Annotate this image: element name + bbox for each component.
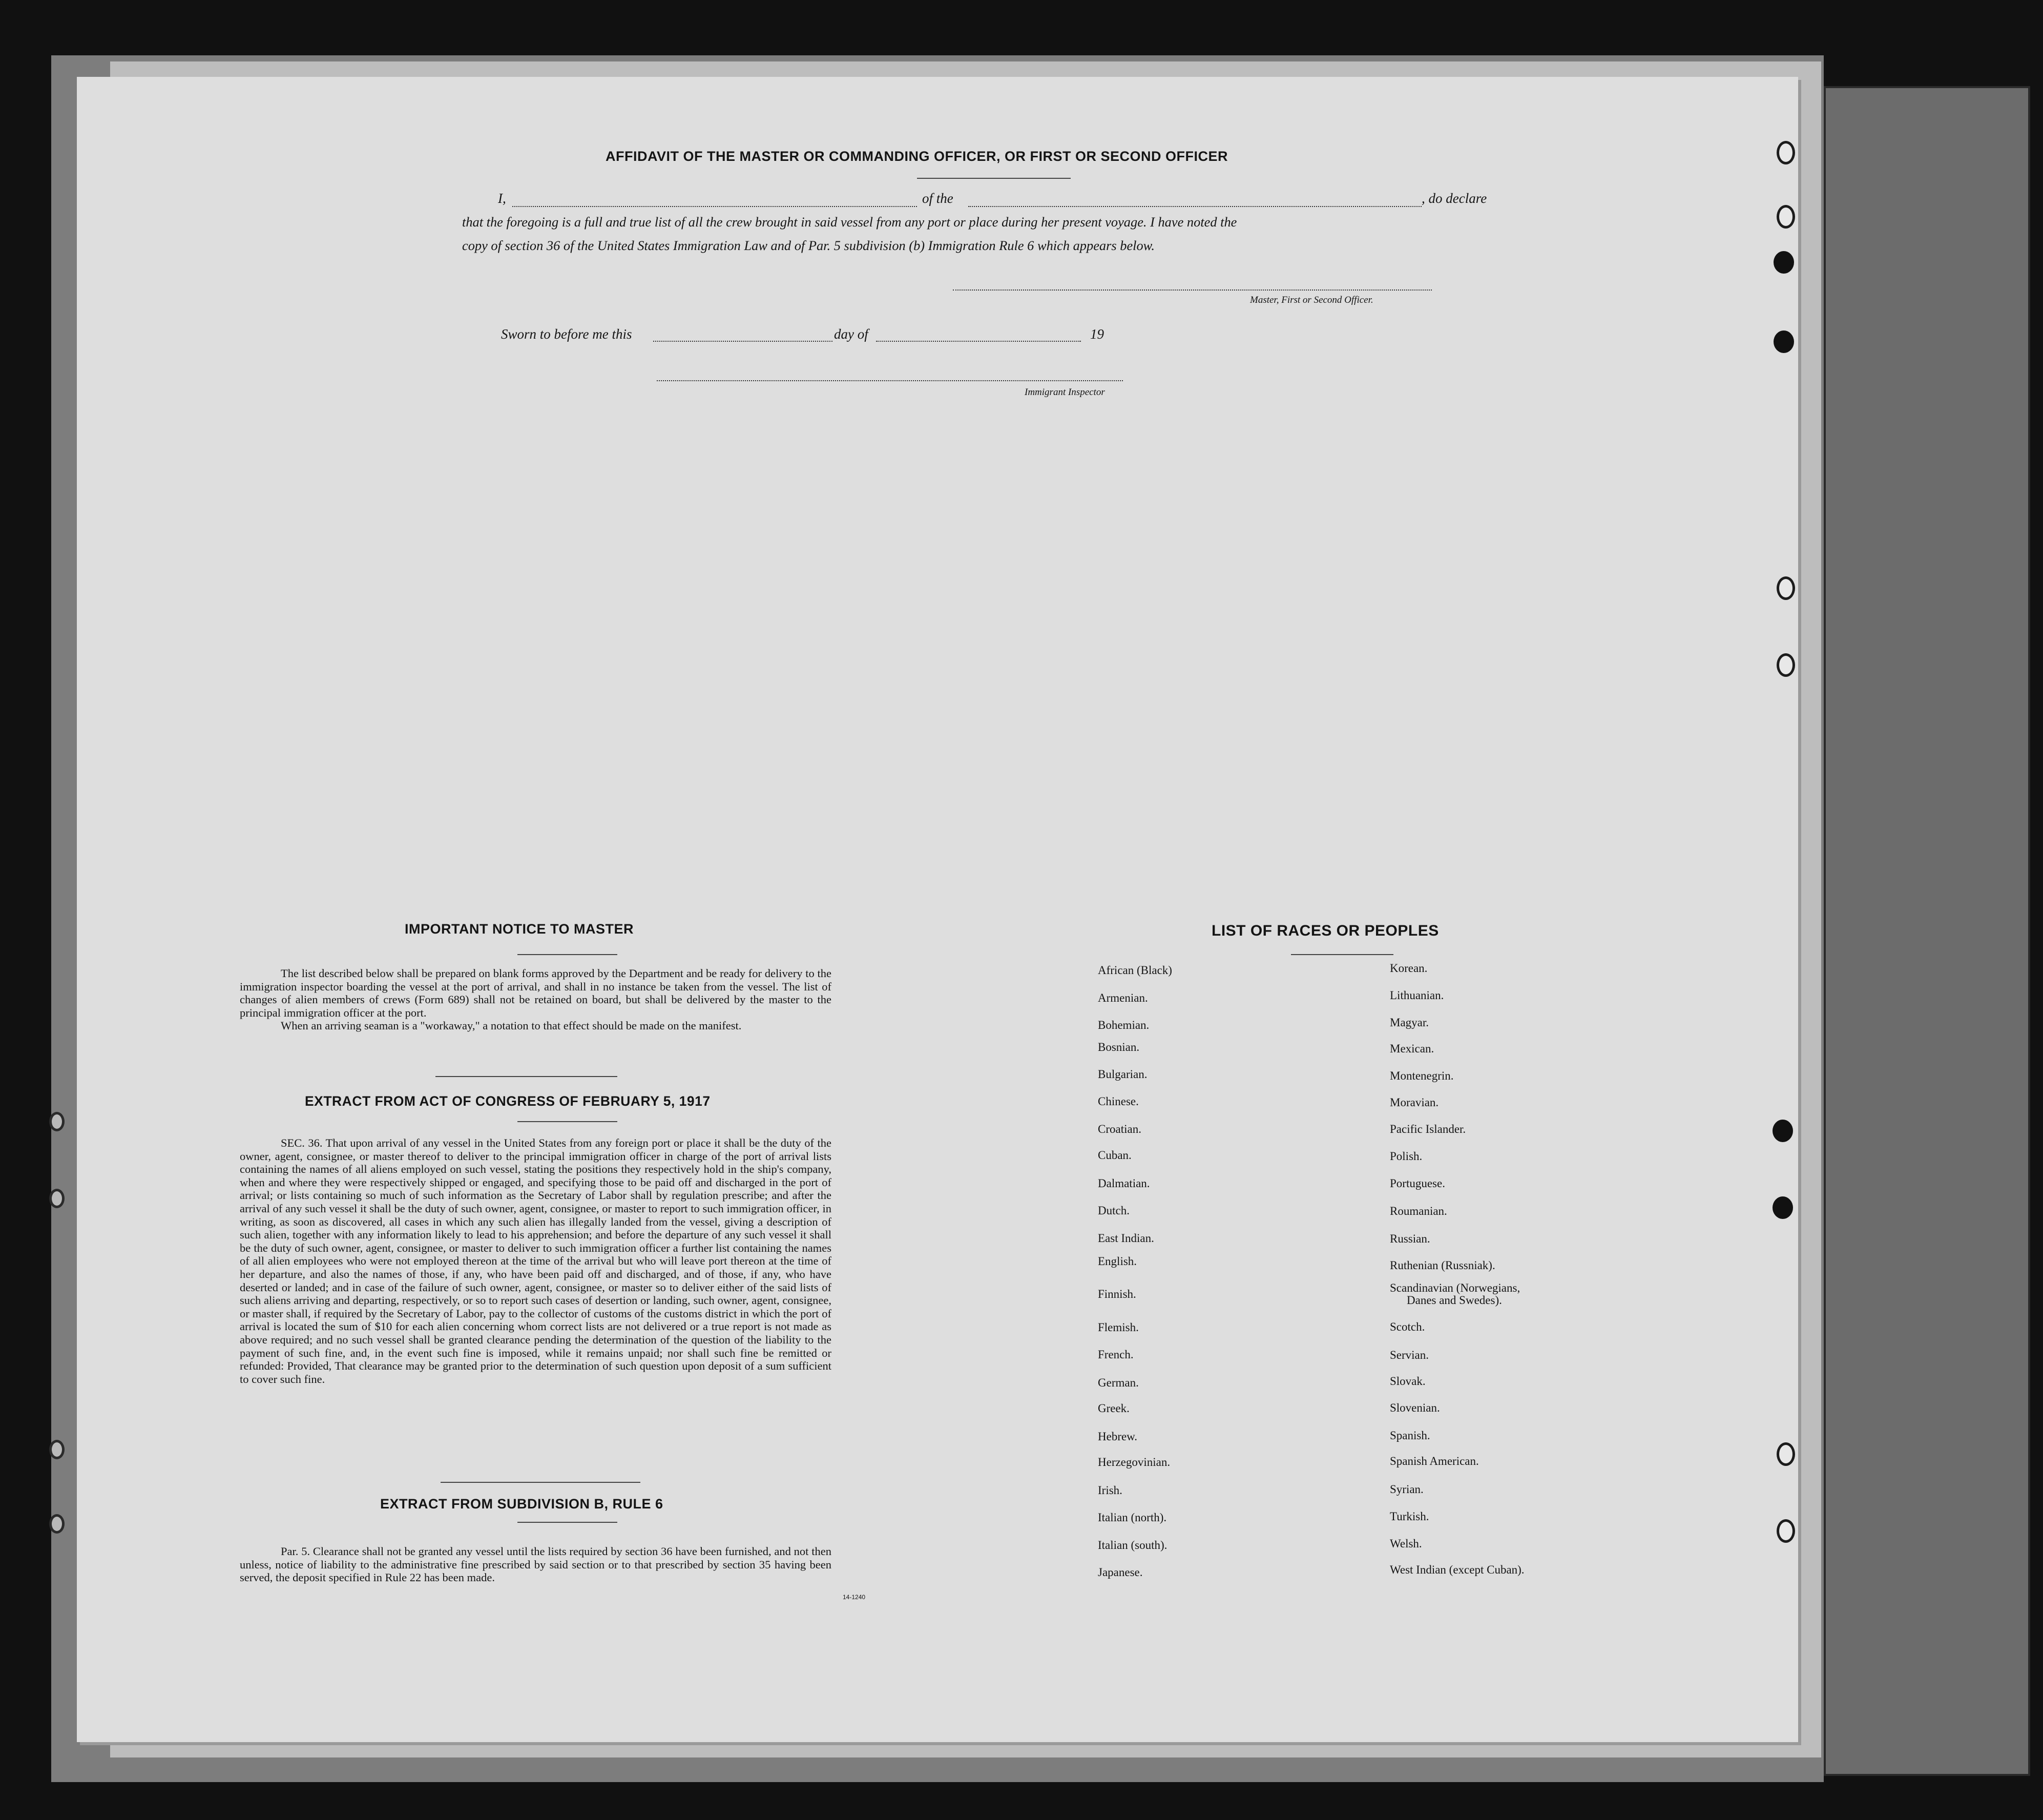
background-sheet-right	[1824, 86, 2030, 1776]
binder-hole-icon	[49, 1189, 65, 1208]
races-title: LIST OF RACES OR PEOPLES	[1212, 922, 1439, 939]
race-item: Italian (north).	[1098, 1511, 1167, 1524]
race-item: East Indian.	[1098, 1232, 1154, 1245]
notice-paragraph-1: The list described below shall be prepared on blank forms approved by the Department and be ready for delivery to the immigration inspector boarding the vessel at the port of arrival, and shall in no instance be taken from the vessel. The list of changes of alien members of crews (Form 689) shall not be retained on board, but shall be delivered by the master to the principal immigration officer at the port.	[240, 967, 831, 1019]
section-36-paragraph: SEC. 36. That upon arrival of any vessel in the United States from any foreign port or place it shall be the duty of the owner, agent, consignee, or master thereof to deliver to the principal immigration officer in charge of the port of arrival lists containing the names of all aliens employed on such vessel, stating the positions they respectively hold in the ship's company, when and where they were respectively shipped or engaged, and specifying those to be paid off and discharged in the port of arrival; or lists containing so much of such information as the Secretary of Labor shall by regulation prescribe; and after the arrival of any such vessel it shall be the duty of such owner, agent, consignee, or master to report to such immigration officer, in writing, as soon as discovered, all cases in which any such alien has illegally landed from the vessel, giving a description of such alien, together with any information likely to lead to his apprehension; and before the departure of any such vessel it shall be the duty of such owner, agent, consignee, or master to deliver to such immigration officer a further list containing the names of all alien employees who were not employed thereon at the time of the arrival but who will leave port thereon at the time of her departure, and also the names of those, if any, who have been paid off and discharged, and of those, if any, who have deserted or landed; and in case of the failure of such owner, agent, consignee, or master so to deliver either of the said lists of such aliens arriving and departing, respectively, or so to report such cases of desertion or landing, such owner, agent, consignee, or master shall, if required by the Secretary of Labor, pay to the collector of customs of the customs district in which the port of arrival is located the sum of $10 for each alien concerning whom correct lists are not delivered or a true report is not made as above required; and no such vessel shall be granted clearance pending the determination of the question of the liability to the payment of such fine, and, in the event such fine is imposed, while it remains unpaid; nor shall such fine be remitted or refunded: Provided, That clearance may be granted prior to the determination of such question upon deposit of a sum sufficient to cover such fine.	[240, 1136, 831, 1385]
race-item: Bulgarian.	[1098, 1068, 1148, 1081]
binder-hole-icon	[1777, 205, 1795, 229]
race-item: Scotch.	[1390, 1320, 1425, 1333]
inspector-label: Immigrant Inspector	[1025, 387, 1105, 398]
binder-hole-icon	[1774, 251, 1794, 274]
race-item: Korean.	[1390, 962, 1428, 975]
race-item: Lithuanian.	[1390, 989, 1444, 1002]
race-item: Mexican.	[1390, 1042, 1434, 1055]
race-item: Bohemian.	[1098, 1019, 1150, 1031]
race-item: Magyar.	[1390, 1016, 1429, 1029]
race-item: Finnish.	[1098, 1288, 1136, 1300]
affidavit-declare-label: , do declare	[1422, 191, 1487, 206]
divider	[517, 1121, 617, 1122]
race-item: Ruthenian (Russniak).	[1390, 1259, 1495, 1272]
race-item: Portuguese.	[1390, 1177, 1445, 1190]
divider	[517, 954, 617, 955]
sworn-year-label: 19	[1090, 326, 1104, 342]
race-item: Croatian.	[1098, 1123, 1141, 1135]
race-item: Chinese.	[1098, 1095, 1139, 1108]
form-number: 14-1240	[843, 1594, 866, 1601]
binder-hole-icon	[1774, 330, 1794, 353]
race-item-continuation: Danes and Swedes).	[1407, 1294, 1502, 1307]
divider	[435, 1076, 617, 1077]
binder-hole-icon	[49, 1514, 65, 1534]
race-item: Japanese.	[1098, 1566, 1143, 1579]
race-item: West Indian (except Cuban).	[1390, 1563, 1525, 1576]
race-item: Herzegovinian.	[1098, 1456, 1171, 1469]
race-item: Polish.	[1390, 1150, 1423, 1163]
race-item: French.	[1098, 1348, 1134, 1361]
race-item: Roumanian.	[1390, 1205, 1447, 1217]
race-item: Armenian.	[1098, 991, 1148, 1004]
notice-paragraph-2: When an arriving seaman is a "workaway," a notation to that effect should be made on the manifest.	[281, 1019, 742, 1032]
binder-hole-icon	[1773, 1196, 1793, 1219]
race-item: Pacific Islander.	[1390, 1123, 1466, 1135]
divider	[441, 1482, 640, 1483]
race-item: Montenegrin.	[1390, 1069, 1454, 1082]
signature-line	[953, 289, 1432, 291]
race-item: Greek.	[1098, 1402, 1130, 1415]
affidavit-line-3: copy of section 36 of the United States Immigration Law and of Par. 5 subdivision (b) Immigration Rule 6 which appears below.	[462, 238, 1155, 253]
race-item: Turkish.	[1390, 1510, 1429, 1523]
document-page	[77, 77, 1798, 1742]
race-item: Hebrew.	[1098, 1430, 1138, 1443]
paragraph-5: Par. 5. Clearance shall not be granted any vessel until the lists required by section 36 have been furnished, and not then unless, notice of liability to the administrative fine prescribed by said section or to that prescribed by section 35 having been served, the deposit specified in Rule 22 has been made.	[240, 1545, 831, 1584]
affidavit-line-2: that the foregoing is a full and true list of all the crew brought in said vessel from any port or place during her present voyage. I have noted the	[462, 214, 1237, 230]
binder-hole-icon	[1777, 653, 1795, 677]
sworn-month-blank	[876, 341, 1081, 342]
binder-hole-icon	[1773, 1120, 1793, 1142]
race-item: Italian (south).	[1098, 1539, 1168, 1552]
race-item: Flemish.	[1098, 1321, 1139, 1334]
race-item: Slovak.	[1390, 1375, 1426, 1388]
sworn-label: Sworn to before me this	[501, 326, 632, 342]
race-item: Bosnian.	[1098, 1041, 1140, 1053]
sworn-day-blank	[653, 341, 832, 342]
extract-rule-title: EXTRACT FROM SUBDIVISION B, RULE 6	[380, 1496, 663, 1512]
extract-act-title: EXTRACT FROM ACT OF CONGRESS OF FEBRUARY 5, 1917	[305, 1093, 711, 1109]
affidavit-i-label: I,	[498, 191, 506, 206]
binder-hole-icon	[49, 1440, 65, 1459]
race-item: Scandinavian (Norwegians,	[1390, 1281, 1520, 1294]
race-item: Dalmatian.	[1098, 1177, 1150, 1190]
binder-hole-icon	[1777, 141, 1795, 164]
race-item: Welsh.	[1390, 1537, 1422, 1550]
divider	[517, 1522, 617, 1523]
race-item: African (Black)	[1098, 964, 1172, 977]
binder-hole-icon	[1777, 1442, 1795, 1466]
race-item: Syrian.	[1390, 1483, 1424, 1496]
race-item: Moravian.	[1390, 1096, 1439, 1109]
race-item: Spanish.	[1390, 1429, 1430, 1442]
race-item: Irish.	[1098, 1484, 1122, 1497]
race-item: Spanish American.	[1390, 1455, 1479, 1467]
sworn-day-of-label: day of	[834, 326, 868, 342]
binder-hole-icon	[1777, 576, 1795, 600]
divider	[1291, 954, 1393, 955]
race-item: German.	[1098, 1376, 1139, 1389]
race-item: Russian.	[1390, 1232, 1430, 1245]
signature-label: Master, First or Second Officer.	[1250, 295, 1373, 305]
vessel-blank-line	[968, 206, 1422, 207]
race-item: Dutch.	[1098, 1204, 1130, 1217]
divider	[917, 178, 1071, 179]
affidavit-of-the-label: of the	[922, 191, 953, 206]
binder-hole-icon	[49, 1112, 65, 1131]
binder-hole-icon	[1777, 1519, 1795, 1543]
notice-title: IMPORTANT NOTICE TO MASTER	[405, 921, 634, 937]
name-blank-line	[512, 206, 917, 207]
race-item: Servian.	[1390, 1349, 1429, 1361]
race-item: English.	[1098, 1255, 1137, 1268]
extract-act-text	[240, 1136, 831, 1385]
race-item: Cuban.	[1098, 1149, 1132, 1162]
notice-text	[240, 967, 831, 1032]
inspector-signature-line	[657, 380, 1123, 381]
race-item: Slovenian.	[1390, 1401, 1440, 1414]
affidavit-title: AFFIDAVIT OF THE MASTER OR COMMANDING OFFICER, OR FIRST OR SECOND OFFICER	[606, 149, 1228, 164]
extract-rule-text	[240, 1545, 831, 1584]
